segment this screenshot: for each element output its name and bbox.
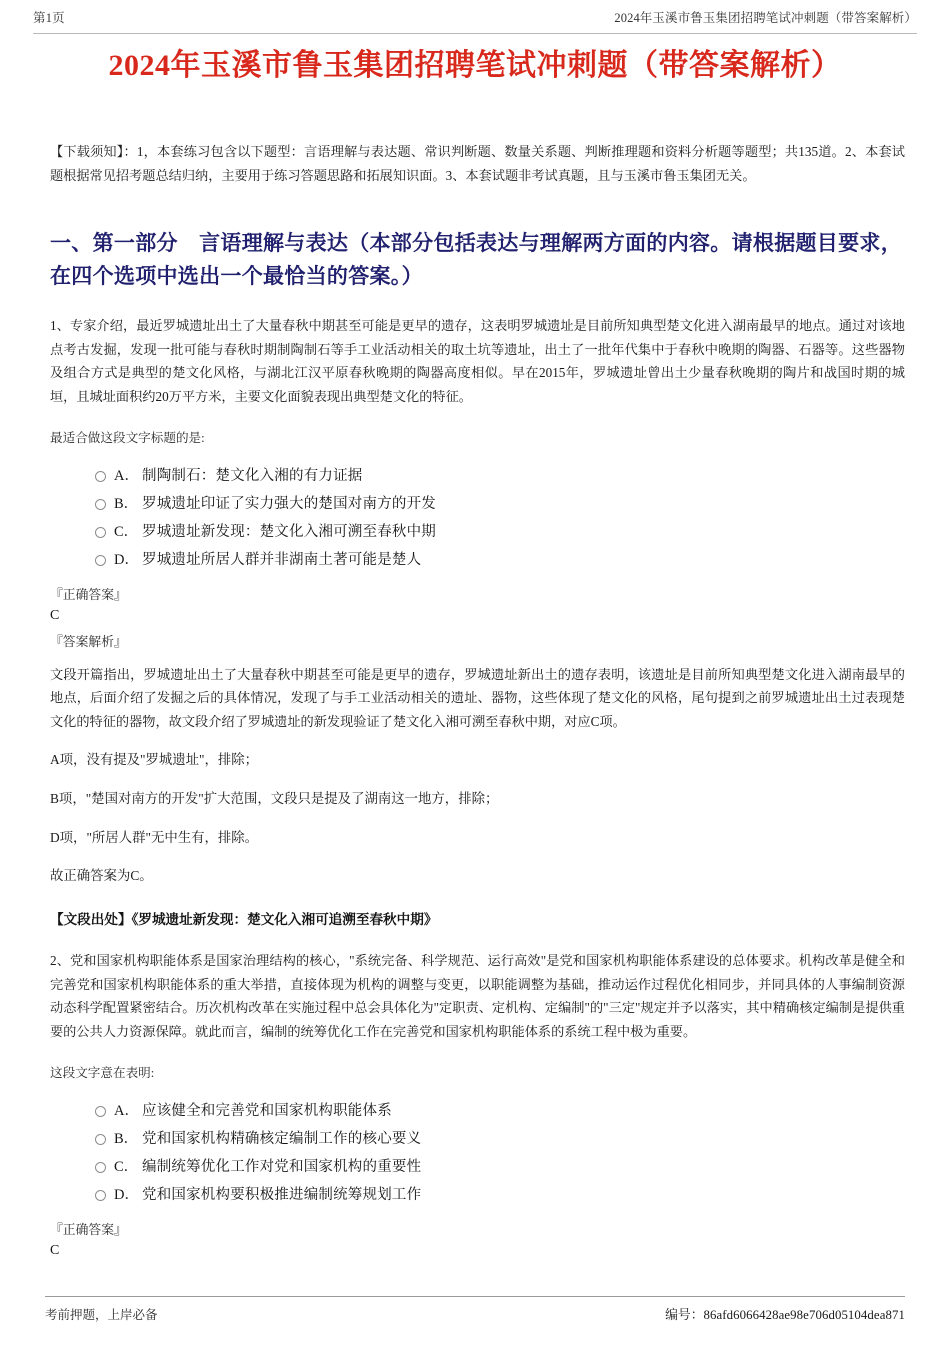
option-text: 罗城遗址印证了实力强大的楚国对南方的开发 bbox=[142, 495, 436, 512]
header-document-title: 2024年玉溪市鲁玉集团招聘笔试冲刺题（带答案解析） bbox=[614, 11, 917, 25]
page-number-label: 第1页 bbox=[33, 11, 65, 25]
option-letter: C． bbox=[114, 1158, 139, 1175]
correct-answer-value: C bbox=[50, 1243, 60, 1259]
footer-id-label: 编号： bbox=[665, 1308, 704, 1322]
option-text: 罗城遗址所居人群并非湖南土著可能是楚人 bbox=[142, 551, 422, 568]
option-item[interactable] bbox=[50, 1157, 905, 1178]
option-letter: B． bbox=[114, 495, 139, 512]
correct-answer-label: 『正确答案』 bbox=[50, 1222, 127, 1237]
option-text: 编制统筹优化工作对党和国家机构的重要性 bbox=[142, 1158, 422, 1175]
question-stem: 2、党和国家机构职能体系是国家治理结构的核心，"系统完备、科学规范、运行高效"是党和国家机构职能体系建设的总体要求。机构改革是健全和完善党和国家机构职能体系的重大举措，直接体现为机构的调整与变更，以职能调整为基础，推动运作过程优化相同步，并同具体的人事编制资源动态科学配置紧密结合。历次机构改革在实施过程中总会具体化为"定职责、定机构、定编制"的"三定"规定并予以落实，其中精确核定编制是提供重要的公共人力资源保障。就此而言，编制的统筹优化工作在完善党和国家机构职能体系的系统工程中极为重要。 bbox=[50, 953, 905, 1039]
footer-id-value: 86afd6066428ae98e706d05104dea871 bbox=[703, 1308, 905, 1322]
running-footer bbox=[45, 1296, 905, 1323]
answer-analysis-paragraph: 文段开篇指出，罗城遗址出土了大量春秋中期甚至可能是更早的遗存，罗城遗址新出土的遗存表明，该遗址是目前所知典型楚文化进入湖南最早的地点，后面介绍了发掘之后的具体情况，发现了与手工业活动相关的遗址、器物，这些体现了楚文化的风格，尾句提到之前罗城遗址出土过表现楚文化的特征的器物，故文段介绍了罗城遗址的新发现验证了楚文化入湘可溯至春秋中期，对应C项。 bbox=[50, 666, 905, 729]
answer-analysis-label: 『答案解析』 bbox=[50, 635, 127, 650]
analysis-conclusion: 故正确答案为C。 bbox=[50, 868, 153, 884]
radio-button-icon[interactable] bbox=[95, 1134, 106, 1145]
option-item[interactable] bbox=[50, 1185, 905, 1206]
option-item[interactable] bbox=[50, 1129, 905, 1150]
radio-button-icon[interactable] bbox=[95, 1106, 106, 1117]
option-letter: D． bbox=[114, 1186, 139, 1203]
option-text: 党和国家机构要积极推进编制统筹规划工作 bbox=[142, 1186, 422, 1203]
download-notice: 【下载须知】：1，本套练习包含以下题型：言语理解与表达题、常识判断题、数量关系题、判断推理题和资料分析题等题型；共135道。2、本套试题根据常见招考题总结归纳，主要用于练习答题思路和拓展知识面。3、本套试题非考试真题，且与玉溪市鲁玉集团无关。 bbox=[50, 144, 905, 183]
question-block-2 bbox=[50, 949, 905, 1261]
document-body bbox=[50, 140, 905, 1267]
option-list bbox=[50, 1101, 905, 1206]
option-list bbox=[50, 466, 905, 571]
correct-answer-value: C bbox=[50, 608, 60, 624]
option-letter: D． bbox=[114, 551, 139, 568]
radio-button-icon[interactable] bbox=[95, 1190, 106, 1201]
option-letter: B． bbox=[114, 1130, 139, 1147]
section-heading-part-one: 一、第一部分 言语理解与表达（本部分包括表达与理解两方面的内容。请根据题目要求，在四个选项中选出一个最恰当的答案。） bbox=[50, 231, 902, 288]
radio-button-icon[interactable] bbox=[95, 471, 106, 482]
option-letter: A． bbox=[114, 1102, 139, 1119]
page-title: 2024年玉溪市鲁玉集团招聘笔试冲刺题（带答案解析） bbox=[108, 49, 842, 82]
footer-document-id bbox=[665, 1304, 905, 1323]
radio-button-icon[interactable] bbox=[95, 1162, 106, 1173]
radio-button-icon[interactable] bbox=[95, 527, 106, 538]
analysis-point-d: D项，"所居人群"无中生有，排除。 bbox=[50, 829, 259, 845]
footer-slogan: 考前押题，上岸必备 bbox=[45, 1308, 158, 1322]
analysis-point-b: B项，"楚国对南方的开发"扩大范围，文段只是提及了湖南这一地方，排除； bbox=[50, 790, 499, 806]
option-text: 制陶制石：楚文化入湘的有力证据 bbox=[142, 467, 363, 484]
option-text: 罗城遗址新发现：楚文化入湘可溯至春秋中期 bbox=[142, 523, 436, 540]
radio-button-icon[interactable] bbox=[95, 499, 106, 510]
passage-source: 【文段出处】《罗城遗址新发现：楚文化入湘可追溯至春秋中期》 bbox=[50, 912, 438, 928]
option-letter: C． bbox=[114, 523, 139, 540]
option-item[interactable] bbox=[50, 466, 905, 487]
question-prompt: 这段文字意在表明: bbox=[50, 1066, 155, 1081]
option-text: 党和国家机构精确核定编制工作的核心要义 bbox=[142, 1130, 422, 1147]
analysis-point-a: A项，没有提及"罗城遗址"，排除； bbox=[50, 752, 259, 767]
question-prompt: 最适合做这段文字标题的是: bbox=[50, 431, 205, 446]
question-block-1 bbox=[50, 314, 905, 931]
option-text: 应该健全和完善党和国家机构职能体系 bbox=[142, 1102, 392, 1119]
block-spacer bbox=[50, 931, 905, 949]
option-item[interactable] bbox=[50, 550, 905, 571]
option-item[interactable] bbox=[50, 1101, 905, 1122]
question-stem: 1、专家介绍，最近罗城遗址出土了大量春秋中期甚至可能是更早的遗存，这表明罗城遗址是目前所知典型楚文化进入湖南最早的地点。通过对该地点考古发掘，发现一批可能与春秋时期制陶制石等手工业活动相关的取土坑等遗址，出土了一批年代集中于春秋中晚期的陶器、石器等。这些器物及组合方式是典型的楚文化风格，与湖北江汉平原春秋晚期的陶器高度相似。早在2015年，罗城遗址曾出土少量春秋晚期的陶片和战国时期的城垣，且城址面积约20万平方米，主要文化面貌表现出典型楚文化的特征。 bbox=[50, 318, 905, 404]
option-letter: A． bbox=[114, 467, 139, 484]
correct-answer-label: 『正确答案』 bbox=[50, 587, 127, 602]
radio-button-icon[interactable] bbox=[95, 555, 106, 566]
option-item[interactable] bbox=[50, 522, 905, 543]
running-header bbox=[33, 8, 917, 34]
option-item[interactable] bbox=[50, 494, 905, 515]
